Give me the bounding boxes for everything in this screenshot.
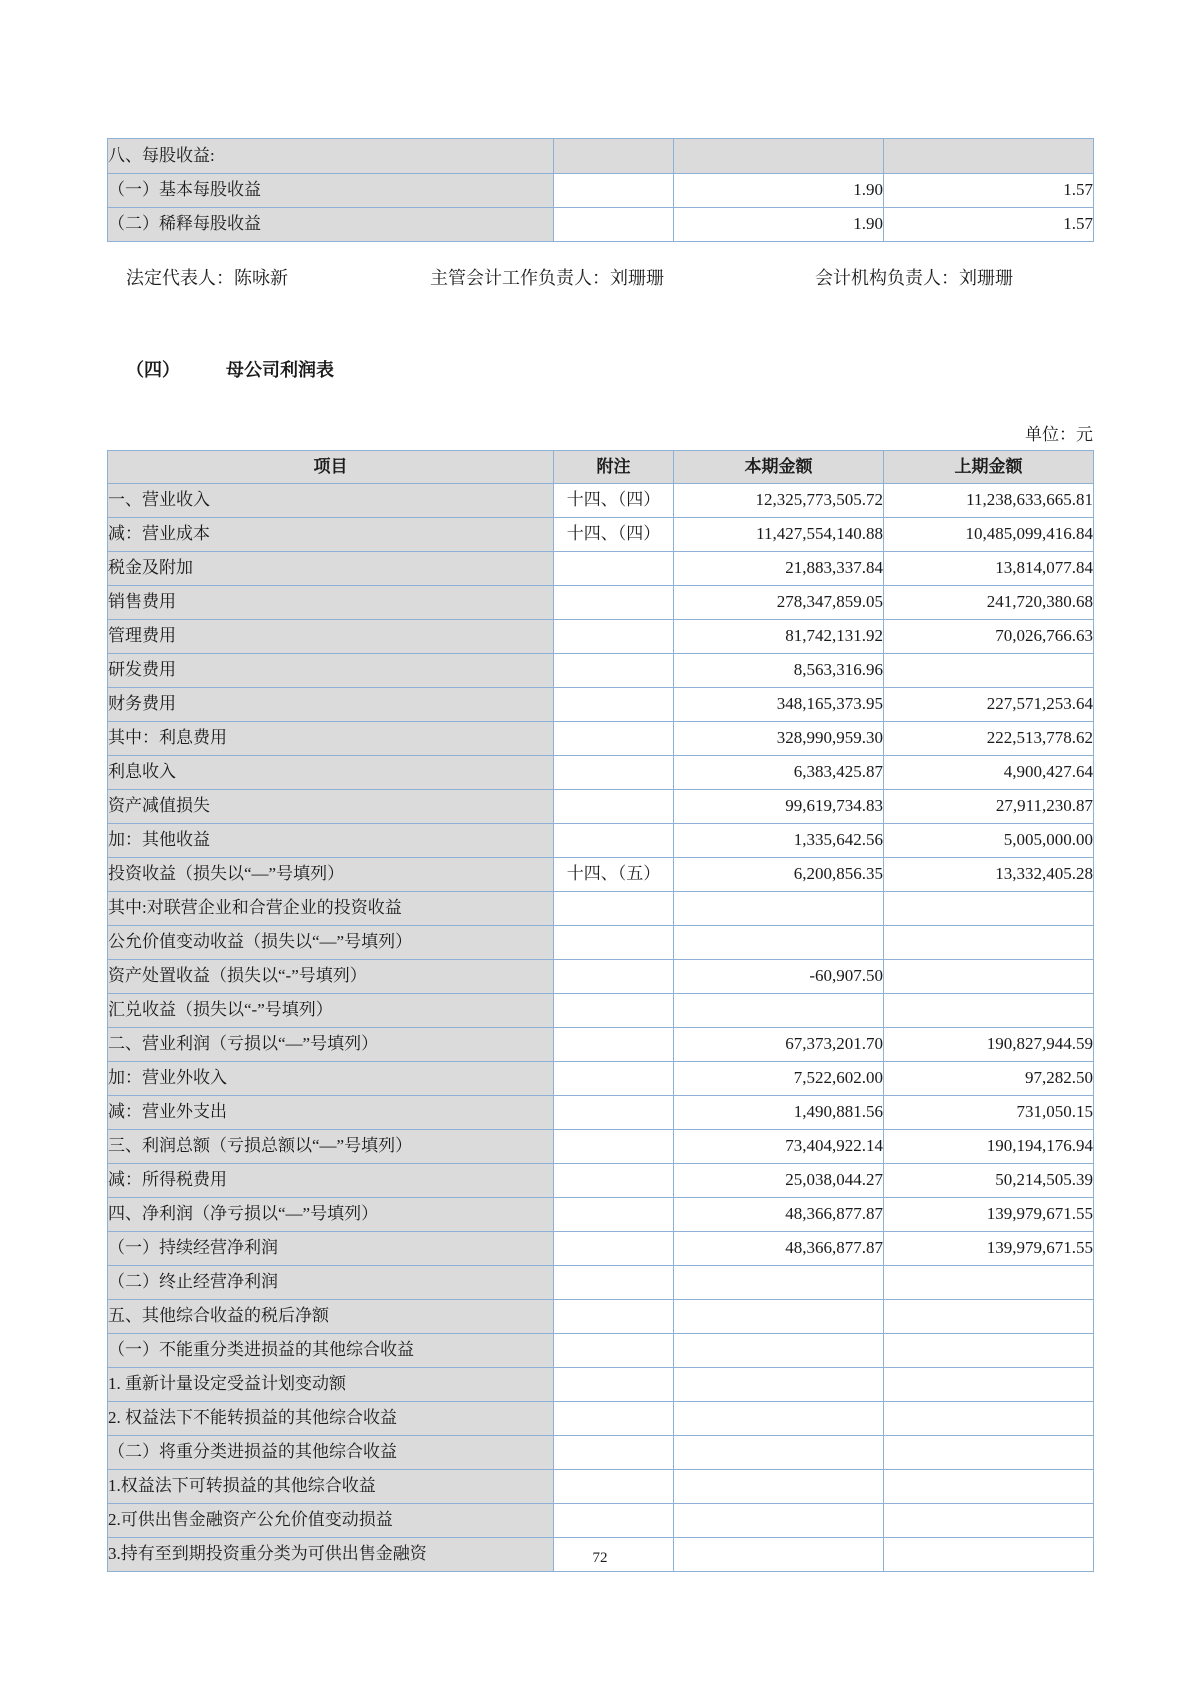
- note-cell: [554, 960, 674, 994]
- prior-amount-cell: 13,332,405.28: [884, 858, 1094, 892]
- table-row: [108, 688, 1094, 722]
- note-cell: [554, 892, 674, 926]
- current-amount-cell: 11,427,554,140.88: [674, 518, 884, 552]
- section-index: （四）: [126, 360, 180, 380]
- prior-amount-cell: [884, 1402, 1094, 1436]
- item-label-cell: （一）持续经营净利润: [108, 1232, 554, 1266]
- item-label-cell: 加：营业外收入: [108, 1062, 554, 1096]
- note-cell: [554, 1368, 674, 1402]
- current-amount-cell: 48,366,877.87: [674, 1198, 884, 1232]
- item-label-cell: 税金及附加: [108, 552, 554, 586]
- item-label-cell: （二）终止经营净利润: [108, 1266, 554, 1300]
- current-amount-cell: [674, 1402, 884, 1436]
- note-cell: [554, 722, 674, 756]
- current-amount-cell: 1.90: [674, 174, 884, 208]
- table-row: [108, 1504, 1094, 1538]
- table-row: [108, 756, 1094, 790]
- signature-line: [107, 264, 1093, 288]
- current-amount-cell: 81,742,131.92: [674, 620, 884, 654]
- prior-amount-cell: [884, 1504, 1094, 1538]
- table-row: [108, 1062, 1094, 1096]
- note-cell: [554, 1096, 674, 1130]
- table-row: [108, 1028, 1094, 1062]
- table-row: [108, 1232, 1094, 1266]
- legal-representative: 法定代表人：陈咏新: [126, 268, 288, 288]
- note-cell: [554, 1232, 674, 1266]
- item-label-cell: 管理费用: [108, 620, 554, 654]
- item-label-cell: 利息收入: [108, 756, 554, 790]
- note-cell: 十四、（四）: [554, 518, 674, 552]
- prior-amount-cell: 731,050.15: [884, 1096, 1094, 1130]
- current-amount-cell: 6,200,856.35: [674, 858, 884, 892]
- table-row: [108, 1300, 1094, 1334]
- prior-amount-cell: 5,005,000.00: [884, 824, 1094, 858]
- item-label-cell: 其中:对联营企业和合营企业的投资收益: [108, 892, 554, 926]
- item-label-cell: （二）稀释每股收益: [108, 208, 554, 242]
- page-number: 72: [592, 1550, 608, 1566]
- item-label-cell: 一、营业收入: [108, 484, 554, 518]
- current-amount-cell: 1,335,642.56: [674, 824, 884, 858]
- section-heading: [126, 356, 334, 382]
- prior-amount-cell: 241,720,380.68: [884, 586, 1094, 620]
- table-row: [108, 1266, 1094, 1300]
- section-title: 母公司利润表: [226, 360, 334, 380]
- current-amount-cell: [674, 1266, 884, 1300]
- table-row: [108, 1402, 1094, 1436]
- table-row: [108, 790, 1094, 824]
- table-row: [108, 208, 1094, 242]
- income-statement-table: [107, 450, 1094, 1572]
- table-row: [108, 892, 1094, 926]
- table-row: [108, 586, 1094, 620]
- note-cell: [554, 994, 674, 1028]
- current-amount-cell: -60,907.50: [674, 960, 884, 994]
- current-amount-cell: [674, 1300, 884, 1334]
- item-label-cell: 其中：利息费用: [108, 722, 554, 756]
- item-label-cell: 公允价值变动收益（损失以“—”号填列）: [108, 926, 554, 960]
- prior-amount-cell: [884, 1368, 1094, 1402]
- table-row: [108, 174, 1094, 208]
- chief-accounting-officer: 主管会计工作负责人：刘珊珊: [430, 268, 664, 288]
- note-cell: [554, 688, 674, 722]
- prior-amount-cell: [884, 892, 1094, 926]
- table-row: [108, 858, 1094, 892]
- table-row: [108, 1470, 1094, 1504]
- current-amount-cell: [674, 1334, 884, 1368]
- current-amount-cell: 25,038,044.27: [674, 1164, 884, 1198]
- current-amount-cell: 21,883,337.84: [674, 552, 884, 586]
- note-cell: [554, 208, 674, 242]
- current-amount-cell: 99,619,734.83: [674, 790, 884, 824]
- note-cell: [554, 1334, 674, 1368]
- current-amount-cell: [674, 926, 884, 960]
- prior-amount-cell: [884, 139, 1094, 174]
- table-row: [108, 926, 1094, 960]
- current-amount-cell: 6,383,425.87: [674, 756, 884, 790]
- prior-amount-cell: [884, 1334, 1094, 1368]
- current-amount-cell: 1.90: [674, 208, 884, 242]
- item-label-cell: 四、净利润（净亏损以“—”号填列）: [108, 1198, 554, 1232]
- item-label-cell: 汇兑收益（损失以“-”号填列）: [108, 994, 554, 1028]
- prior-amount-cell: [884, 1470, 1094, 1504]
- column-header-note: 附注: [554, 451, 674, 484]
- table-row: [108, 722, 1094, 756]
- current-amount-cell: 73,404,922.14: [674, 1130, 884, 1164]
- note-cell: [554, 586, 674, 620]
- item-label-cell: 减：营业外支出: [108, 1096, 554, 1130]
- column-header-item: 项目: [108, 451, 554, 484]
- prior-amount-cell: 139,979,671.55: [884, 1232, 1094, 1266]
- note-cell: [554, 1198, 674, 1232]
- note-cell: [554, 1062, 674, 1096]
- prior-amount-cell: 70,026,766.63: [884, 620, 1094, 654]
- table-row: [108, 1198, 1094, 1232]
- table-row: [108, 1368, 1094, 1402]
- note-cell: [554, 1504, 674, 1538]
- table-row: [108, 1334, 1094, 1368]
- note-cell: [554, 139, 674, 174]
- note-cell: [554, 790, 674, 824]
- table-row: [108, 960, 1094, 994]
- accounting-dept-head: 会计机构负责人：刘珊珊: [815, 268, 1013, 288]
- prior-amount-cell: 11,238,633,665.81: [884, 484, 1094, 518]
- prior-amount-cell: 4,900,427.64: [884, 756, 1094, 790]
- current-amount-cell: [674, 1470, 884, 1504]
- current-amount-cell: [674, 994, 884, 1028]
- table-row: [108, 654, 1094, 688]
- income-table-header-row: [108, 451, 1094, 484]
- prior-amount-cell: 13,814,077.84: [884, 552, 1094, 586]
- column-header-current-period: 本期金额: [674, 451, 884, 484]
- item-label-cell: （二）将重分类进损益的其他综合收益: [108, 1436, 554, 1470]
- current-amount-cell: [674, 1368, 884, 1402]
- eps-table: [107, 138, 1094, 242]
- note-cell: 十四、（五）: [554, 858, 674, 892]
- column-header-prior-period: 上期金额: [884, 451, 1094, 484]
- prior-amount-cell: [884, 1436, 1094, 1470]
- current-amount-cell: 12,325,773,505.72: [674, 484, 884, 518]
- prior-amount-cell: 1.57: [884, 208, 1094, 242]
- note-cell: 十四、（四）: [554, 484, 674, 518]
- prior-amount-cell: 27,911,230.87: [884, 790, 1094, 824]
- note-cell: [554, 174, 674, 208]
- item-label-cell: 加：其他收益: [108, 824, 554, 858]
- current-amount-cell: [674, 892, 884, 926]
- unit-label: 单位：元: [1025, 425, 1093, 444]
- table-row: [108, 1436, 1094, 1470]
- current-amount-cell: [674, 139, 884, 174]
- item-label-cell: （一）不能重分类进损益的其他综合收益: [108, 1334, 554, 1368]
- table-row: [108, 994, 1094, 1028]
- table-row: [108, 484, 1094, 518]
- note-cell: [554, 1130, 674, 1164]
- prior-amount-cell: 190,194,176.94: [884, 1130, 1094, 1164]
- table-row: [108, 552, 1094, 586]
- note-cell: [554, 1402, 674, 1436]
- item-label-cell: 销售费用: [108, 586, 554, 620]
- item-label-cell: （一）基本每股收益: [108, 174, 554, 208]
- item-label-cell: 财务费用: [108, 688, 554, 722]
- current-amount-cell: 348,165,373.95: [674, 688, 884, 722]
- item-label-cell: 三、利润总额（亏损总额以“—”号填列）: [108, 1130, 554, 1164]
- prior-amount-cell: 190,827,944.59: [884, 1028, 1094, 1062]
- current-amount-cell: 1,490,881.56: [674, 1096, 884, 1130]
- table-row: [108, 620, 1094, 654]
- note-cell: [554, 756, 674, 790]
- item-label-cell: 1. 重新计量设定受益计划变动额: [108, 1368, 554, 1402]
- current-amount-cell: 8,563,316.96: [674, 654, 884, 688]
- note-cell: [554, 654, 674, 688]
- item-label-cell: 2. 权益法下不能转损益的其他综合收益: [108, 1402, 554, 1436]
- item-label-cell: 资产处置收益（损失以“-”号填列）: [108, 960, 554, 994]
- item-label-cell: 1.权益法下可转损益的其他综合收益: [108, 1470, 554, 1504]
- current-amount-cell: 328,990,959.30: [674, 722, 884, 756]
- current-amount-cell: 67,373,201.70: [674, 1028, 884, 1062]
- item-label-cell: 研发费用: [108, 654, 554, 688]
- prior-amount-cell: [884, 994, 1094, 1028]
- note-cell: [554, 620, 674, 654]
- prior-amount-cell: 97,282.50: [884, 1062, 1094, 1096]
- prior-amount-cell: 1.57: [884, 174, 1094, 208]
- table-row: [108, 1130, 1094, 1164]
- item-label-cell: 二、营业利润（亏损以“—”号填列）: [108, 1028, 554, 1062]
- current-amount-cell: 278,347,859.05: [674, 586, 884, 620]
- table-row: [108, 518, 1094, 552]
- current-amount-cell: [674, 1504, 884, 1538]
- note-cell: [554, 926, 674, 960]
- prior-amount-cell: [884, 926, 1094, 960]
- note-cell: [554, 1266, 674, 1300]
- note-cell: [554, 1164, 674, 1198]
- prior-amount-cell: [884, 960, 1094, 994]
- prior-amount-cell: [884, 1266, 1094, 1300]
- current-amount-cell: [674, 1436, 884, 1470]
- note-cell: [554, 1436, 674, 1470]
- note-cell: [554, 552, 674, 586]
- prior-amount-cell: [884, 654, 1094, 688]
- item-label-cell: 五、其他综合收益的税后净额: [108, 1300, 554, 1334]
- prior-amount-cell: 222,513,778.62: [884, 722, 1094, 756]
- item-label-cell: 资产减值损失: [108, 790, 554, 824]
- prior-amount-cell: 139,979,671.55: [884, 1198, 1094, 1232]
- current-amount-cell: 7,522,602.00: [674, 1062, 884, 1096]
- note-cell: [554, 824, 674, 858]
- current-amount-cell: 48,366,877.87: [674, 1232, 884, 1266]
- table-row: [108, 824, 1094, 858]
- item-label-cell: 投资收益（损失以“—”号填列）: [108, 858, 554, 892]
- table-row: [108, 1096, 1094, 1130]
- prior-amount-cell: 10,485,099,416.84: [884, 518, 1094, 552]
- item-label-cell: 减：所得税费用: [108, 1164, 554, 1198]
- item-label-cell: 2.可供出售金融资产公允价值变动损益: [108, 1504, 554, 1538]
- item-label-cell: 减：营业成本: [108, 518, 554, 552]
- note-cell: [554, 1470, 674, 1504]
- note-cell: [554, 1300, 674, 1334]
- prior-amount-cell: [884, 1300, 1094, 1334]
- eps-header-row: [108, 139, 1094, 174]
- prior-amount-cell: 227,571,253.64: [884, 688, 1094, 722]
- eps-header-label: 八、每股收益:: [108, 139, 554, 174]
- table-row: [108, 1164, 1094, 1198]
- prior-amount-cell: 50,214,505.39: [884, 1164, 1094, 1198]
- note-cell: [554, 1028, 674, 1062]
- item-label-cell: 3.持有至到期投资重分类为可供出售金融资: [108, 1538, 554, 1572]
